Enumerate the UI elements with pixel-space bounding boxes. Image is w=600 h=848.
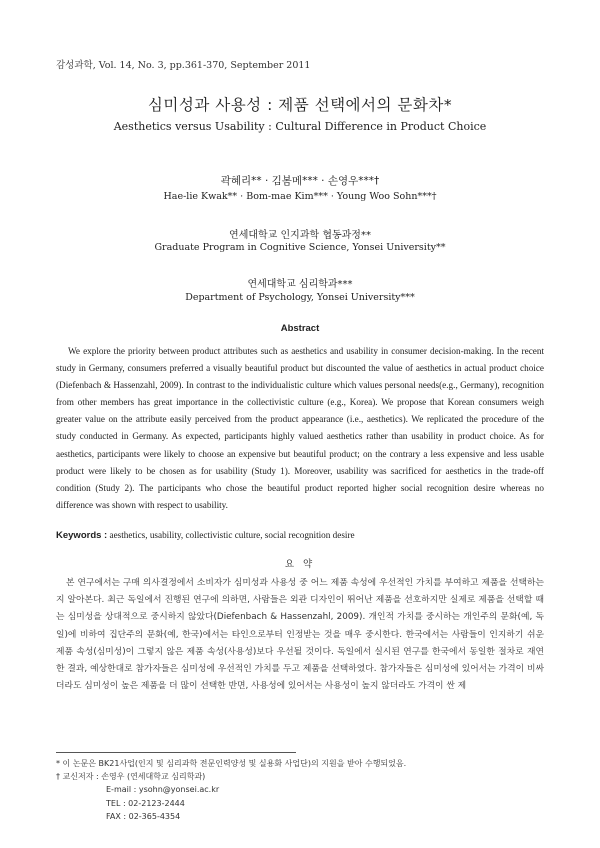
abstract-body: We explore the priority between product attributes such as aesthetics and usability in consumer decision-making. In the recent study in Germany, consumers preferred a visually beautiful product but discounted the value of aesthetics in actual product choice (Diefenbach & Hassenzahl, 2009). In contrast to the individualistic culture which values personal needs(e.g., Germany), recognition from other members has great importance in the collectivistic culture (e.g., Korea). We propose that Korean consumers weigh greater value on the attribute easily perceived from the product appearance (i.e., aesthetics). We replicated the procedure of the study conducted in Germany. As expected, participants highly valued aesthetics rather than usability in product choice. As for aesthetics, participants were likely to choose an expensive but beautiful product; on the contrary a less expensive and less usable product were likely to be chosen as for usability (Study 1). Moreover, usability was sacrificed for aesthetics in the trade-off condition (Study 2). The participants who chose the beautiful product reported higher social recognition desire whereas no difference was shown with respect to usability. [56,346,544,510]
footnote-email: E-mail : ysohn@yonsei.ac.kr [106,785,220,795]
footnote-funding: * 이 논문은 BK21사업(인지 및 심리과학 전문인력양성 및 실용화 사업단)의 지원을 받아 수행되었음. [56,759,407,768]
affiliation-2-english: Department of Psychology, Yonsei University*** [185,292,415,303]
footnote-fax: FAX : 02-365-4354 [106,811,181,821]
affiliation-1-korean: 연세대학교 인지과학 협동과정** [229,230,371,241]
abstract-heading: Abstract [280,323,320,334]
keywords-label: Keywords : [56,530,108,541]
footnotes [56,757,406,823]
title-korean: 심미성과 사용성 : 제품 선택에서의 문화차* [147,96,453,114]
authors-korean: 곽혜리** · 김봄메*** · 손영우***† [220,175,380,187]
footnote-tel: TEL : 02-2123-2444 [106,798,185,808]
keywords-text: aesthetics, usability, collectivistic culture, social recognition desire [109,530,355,540]
title-english: Aesthetics versus Usability : Cultural Difference in Product Choice [113,120,487,133]
journal-citation: 감성과학, Vol. 14, No. 3, pp.361-370, September 2011 [56,60,311,71]
affiliation-1-english: Graduate Program in Cognitive Science, Yonsei University** [154,242,446,253]
summary-body: 본 연구에서는 구매 의사결정에서 소비자가 심미성과 사용성 중 어느 제품 속성에 우선적인 가치를 부여하고 제품을 선택하는지 알아본다. 최근 독일에서 진행된 연구에 의하면, 사람들은 외관 디자인이 뛰어난 제품을 선호하지만 실제로 제품을 선택할 때는 심미성을 상대적으로 중시하지 않았다(Diefenbach & Hassenzahl, 2009). 개인적 가치를 중시하는 개인주의 문화(예, 독일)에 비하여 집단주의 문화(예, 한국)에서는 타인으로부터 인정받는 것을 매우 중시한다. 한국에서는 사람들이 인지하기 쉬운 제품 속성(심미성)이 그렇지 않은 제품 속성(사용성)보다 우선될 것이다. 독일에서 실시된 연구를 한국에서 동일한 절차로 재연한 결과, 예상한대로 참가자들은 심미성에 우선적인 가치를 두고 제품을 선택하였다. 참가자들은 심미성에 있어서는 가격이 비싸더라도 심미성이 높은 제품을 더 많이 선택한 반면, 사용성에 있어서는 사용성이 높지 않더라도 가격이 싼 제 [56,578,544,692]
authors-english: Hae-lie Kwak** · Bom-mae Kim*** · Young Woo Sohn***† [163,191,437,202]
footnote-divider [56,752,296,753]
keywords [56,530,544,541]
footnote-corresponding: † 교신저자 : 손영우 (연세대학교 심리학과) [56,772,206,782]
affiliation-2-korean: 연세대학교 심리학과*** [247,279,353,290]
summary-heading: 요 약 [284,559,316,570]
